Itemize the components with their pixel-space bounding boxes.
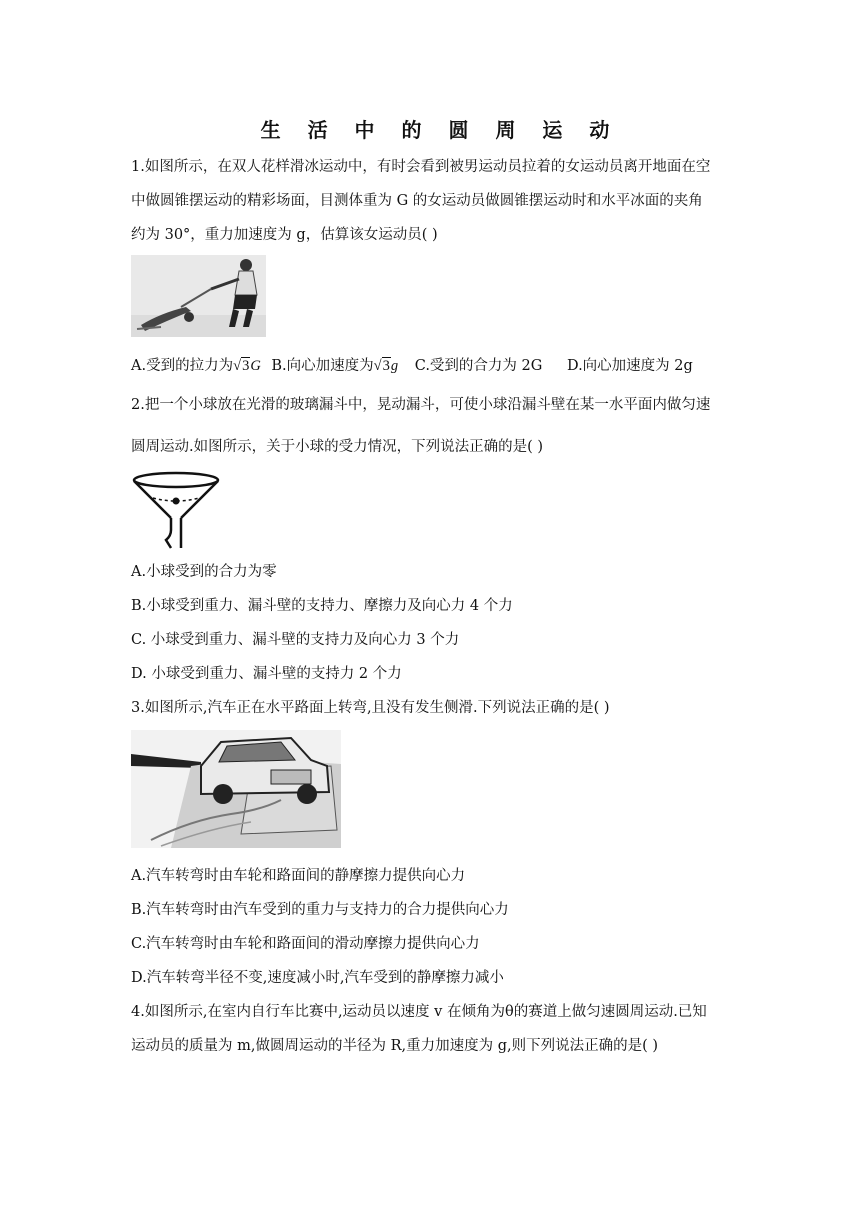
- q2-option-c: C. 小球受到重力、漏斗壁的支持力及向心力 3 个力: [131, 632, 460, 648]
- q2-option-d: D. 小球受到重力、漏斗壁的支持力 2 个力: [131, 666, 402, 682]
- page-title: 生 活 中 的 圆 周 运 动: [260, 118, 620, 142]
- car-turning-photo: [131, 730, 341, 848]
- glass-funnel-figure: [131, 470, 223, 552]
- q4-stem-line-2: 运动员的质量为 m,做圆周运动的半径为 R,重力加速度为 g,则下列说法正确的是( ): [131, 1038, 659, 1054]
- q1-option-d: D.向心加速度为 2g: [566, 358, 693, 374]
- q3-option-d: D.汽车转弯半径不变,速度减小时,汽车受到的静摩擦力减小: [131, 970, 504, 986]
- q2-option-b: B.小球受到重力、漏斗壁的支持力、摩擦力及向心力 4 个力: [131, 598, 513, 614]
- q1-stem-line-2: 中做圆锥摆运动的精彩场面，目测体重为 G 的女运动员做圆锥摆运动时和水平冰面的夹角: [131, 193, 703, 209]
- q2-stem-line-2: 圆周运动.如图所示，关于小球的受力情况，下列说法正确的是( ): [131, 439, 544, 455]
- q1-options: [131, 356, 693, 376]
- sqrt-symbol-a: √3: [233, 358, 250, 374]
- sqrt-symbol-b: √3: [373, 358, 390, 374]
- q2-stem-line-1: 2.把一个小球放在光滑的玻璃漏斗中，晃动漏斗，可使小球沿漏斗壁在某一水平面内做匀速: [131, 397, 711, 413]
- q1-stem-line-1: 1.如图所示，在双人花样滑冰运动中，有时会看到被男运动员拉着的女运动员离开地面在空: [131, 159, 711, 175]
- q1-stem-line-3: 约为 30°，重力加速度为 g，估算该女运动员( ): [131, 227, 438, 243]
- q2-option-a: A.小球受到的合力为零: [131, 564, 277, 580]
- figure-skating-pair-photo: [131, 255, 266, 337]
- q3-option-c: C.汽车转弯时由车轮和路面间的滑动摩擦力提供向心力: [131, 936, 480, 952]
- q3-stem: 3.如图所示,汽车正在水平路面上转弯,且没有发生侧滑.下列说法正确的是( ): [131, 700, 610, 716]
- q4-stem-line-1: 4.如图所示,在室内自行车比赛中,运动员以速度 v 在倾角为θ的赛道上做匀速圆周运动.已知: [131, 1004, 707, 1020]
- q3-option-a: A.汽车转弯时由车轮和路面间的静摩擦力提供向心力: [131, 868, 466, 884]
- q1-option-b: B.向心加速度为√3g: [271, 358, 399, 374]
- q1-option-c: C.受到的合力为 2G: [414, 358, 543, 374]
- q1-option-a: A.受到的拉力为√3G: [131, 358, 261, 374]
- q3-option-b: B.汽车转弯时由汽车受到的重力与支持力的合力提供向心力: [131, 902, 509, 918]
